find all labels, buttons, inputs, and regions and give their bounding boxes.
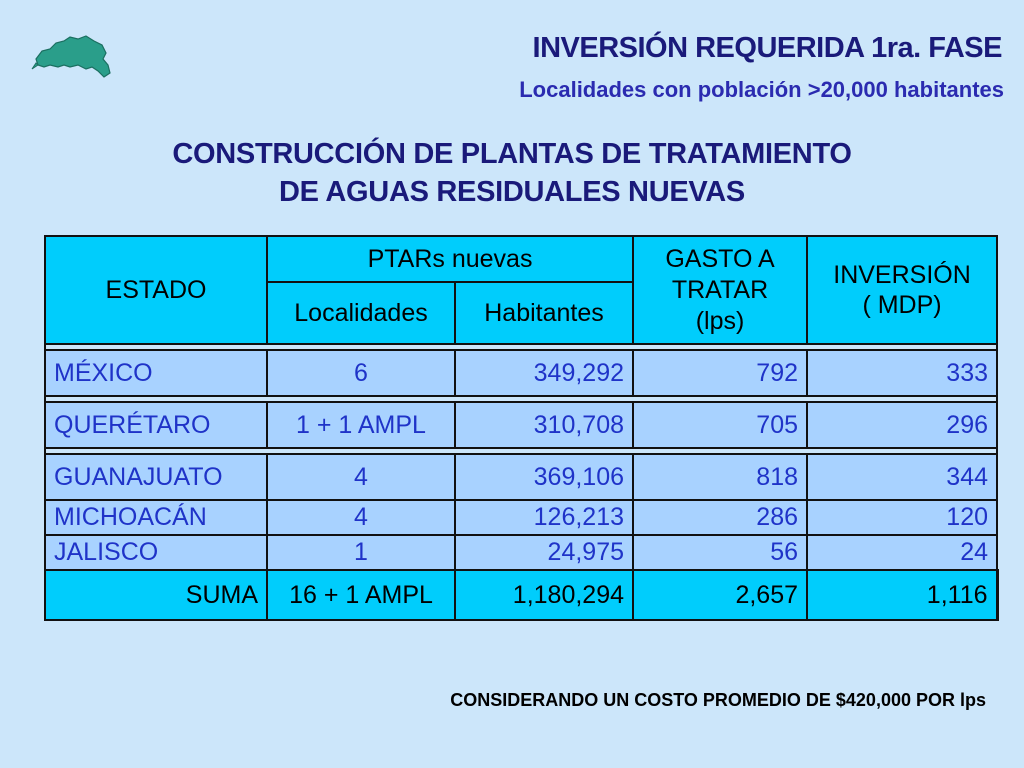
total-row <box>45 570 997 620</box>
cell-total-label: SUMA <box>45 570 267 620</box>
cell-estado: QUERÉTARO <box>45 402 267 448</box>
cell-localidades: 1 <box>267 535 455 570</box>
section-heading-line-1: CONSTRUCCIÓN DE PLANTAS DE TRATAMIENTO <box>172 138 852 170</box>
cell-inversion: 296 <box>807 402 997 448</box>
cell-total-gasto: 2,657 <box>633 570 807 620</box>
cell-gasto: 792 <box>633 350 807 396</box>
page-subtitle: Localidades con población >20,000 habitantes <box>519 77 1004 102</box>
cell-gasto: 818 <box>633 454 807 500</box>
cell-habitantes: 24,975 <box>455 535 633 570</box>
cell-habitantes: 369,106 <box>455 454 633 500</box>
header-gasto <box>633 236 807 344</box>
header-inversion <box>807 236 997 344</box>
cell-localidades: 1 + 1 AMPL <box>267 402 455 448</box>
cell-inversion: 333 <box>807 350 997 396</box>
cell-estado: JALISCO <box>45 535 267 570</box>
cell-estado: MICHOACÁN <box>45 500 267 535</box>
cell-estado: MÉXICO <box>45 350 267 396</box>
table-row <box>45 454 997 500</box>
cell-estado: GUANAJUATO <box>45 454 267 500</box>
investment-table <box>44 235 999 621</box>
page-title: INVERSIÓN REQUERIDA 1ra. FASE <box>532 32 1002 64</box>
cell-total-inversion: 1,116 <box>807 570 997 620</box>
header-inversion-line-2: ( MDP) <box>862 291 942 319</box>
table-row <box>45 500 997 535</box>
cell-localidades: 4 <box>267 454 455 500</box>
cell-total-habitantes: 1,180,294 <box>455 570 633 620</box>
cell-habitantes: 126,213 <box>455 500 633 535</box>
footer-note: CONSIDERANDO UN COSTO PROMEDIO DE $420,000 POR lps <box>450 690 986 710</box>
cell-gasto: 56 <box>633 535 807 570</box>
map-region-logo-icon <box>30 33 112 81</box>
section-heading <box>0 135 1024 211</box>
cell-inversion: 24 <box>807 535 997 570</box>
header-gasto-line-3: (lps) <box>695 306 745 335</box>
cell-total-localidades: 16 + 1 AMPL <box>267 570 455 620</box>
cell-gasto: 705 <box>633 402 807 448</box>
header-habitantes: Habitantes <box>455 282 633 344</box>
table-header-row <box>45 236 997 282</box>
cell-habitantes: 310,708 <box>455 402 633 448</box>
header-inversion-line-1: INVERSIÓN <box>833 261 971 289</box>
cell-inversion: 120 <box>807 500 997 535</box>
cell-inversion: 344 <box>807 454 997 500</box>
cell-habitantes: 349,292 <box>455 350 633 396</box>
header-ptars: PTARs nuevas <box>267 236 633 282</box>
cell-gasto: 286 <box>633 500 807 535</box>
header-estado: ESTADO <box>45 236 267 344</box>
header-gasto-line-1: GASTO A <box>665 244 775 273</box>
cell-localidades: 4 <box>267 500 455 535</box>
table-row <box>45 350 997 396</box>
table-row <box>45 402 997 448</box>
header-localidades: Localidades <box>267 282 455 344</box>
header-gasto-line-2: TRATAR <box>671 275 769 304</box>
cell-localidades: 6 <box>267 350 455 396</box>
table-row <box>45 535 997 570</box>
section-heading-line-2: DE AGUAS RESIDUALES NUEVAS <box>279 176 745 208</box>
